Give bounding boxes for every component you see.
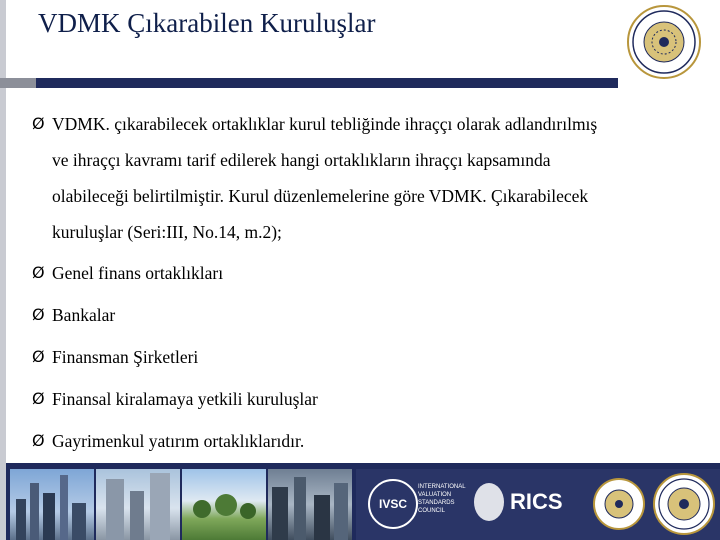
list-item-text: Gayrimenkul yatırım ortaklıklarıdır. <box>52 431 305 451</box>
office-towers-photo <box>96 469 180 540</box>
ivsc-logo-text: INTERNATIONAL VALUATION STANDARDS COUNCIL <box>418 484 466 514</box>
rics-logo: RICS <box>510 489 563 514</box>
header-divider <box>0 78 618 88</box>
bullet-arrow-icon: Ø <box>32 263 45 282</box>
header-divider-grey <box>0 78 36 88</box>
slide-content <box>32 106 684 458</box>
rics-lion-icon <box>474 483 504 521</box>
bullet-arrow-icon: Ø <box>32 347 45 366</box>
university-seal-small-icon <box>592 475 646 533</box>
list-item-text: Finansman Şirketleri <box>52 347 199 367</box>
slide-title: VDMK Çıkarabilen Kuruluşlar <box>38 8 376 38</box>
main-bullet <box>32 106 684 250</box>
bullet-arrow-icon: Ø <box>32 114 45 133</box>
list-item <box>32 424 684 458</box>
main-bullet-line-4: kuruluşlar (Seri:III, No.14, m.2); <box>52 222 282 242</box>
city-street-photo <box>268 469 352 540</box>
university-seal-footer-icon <box>652 471 716 537</box>
bullet-arrow-icon: Ø <box>32 305 45 324</box>
city-skyline-photo <box>10 469 94 540</box>
bullet-arrow-icon: Ø <box>32 431 45 450</box>
list-item-text: Finansal kiralamaya yetkili kuruluşlar <box>52 389 318 409</box>
list-item <box>32 256 684 290</box>
header-divider-navy <box>36 78 618 88</box>
footer-banner <box>0 463 720 540</box>
list-item <box>32 298 684 332</box>
landscape-photo <box>182 469 266 540</box>
university-seal-logo <box>624 4 704 80</box>
list-item-text: Bankalar <box>52 305 116 325</box>
partner-logos <box>356 469 720 540</box>
main-bullet-line-2: ve ihraççı kavramı tarif edilerek hangi ortaklıkların ihraççı kapsamında <box>52 150 551 170</box>
footer-accent-strip <box>0 463 6 540</box>
bullet-arrow-icon: Ø <box>32 389 45 408</box>
main-bullet-line-3: olabileceği belirtilmiştir. Kurul düzenlemelerine göre VDMK. Çıkarabilecek <box>52 186 589 206</box>
main-bullet-line-1: VDMK. çıkarabilecek ortaklıklar kurul tebliğinde ihraççı olarak adlandırılmış <box>52 114 598 134</box>
list-item <box>32 340 684 374</box>
list-item <box>32 382 684 416</box>
ivsc-logo: IVSC <box>368 479 418 529</box>
list-item-text: Genel finans ortaklıkları <box>52 263 224 283</box>
